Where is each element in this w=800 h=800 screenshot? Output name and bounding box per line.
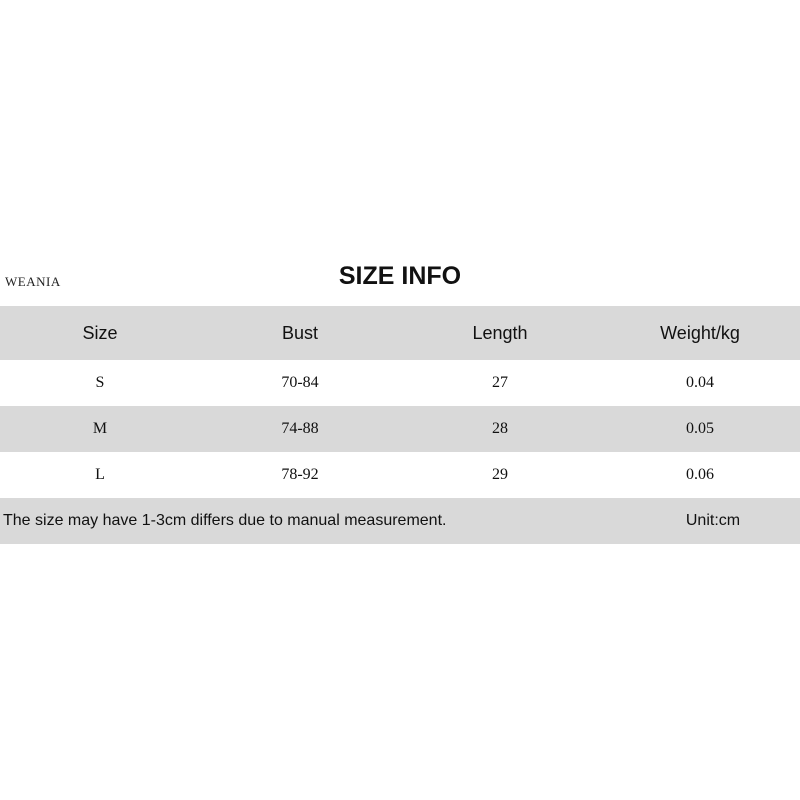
- cell-bust: 74-88: [281, 420, 319, 437]
- cell-weight: 0.06: [686, 466, 714, 483]
- unit-label: Unit:cm: [685, 512, 741, 529]
- cell-weight: 0.05: [686, 420, 714, 437]
- cell-size: L: [95, 466, 105, 483]
- cell-size: M: [92, 420, 108, 437]
- cell-bust: 78-92: [281, 466, 319, 483]
- cell-size: S: [95, 374, 105, 391]
- brand-logo-text: WEANIA: [5, 274, 61, 289]
- measurement-note: The size may have 1-3cm differs due to manual measurement.: [3, 512, 447, 529]
- header-weight: Weight/kg: [660, 322, 740, 343]
- cell-length: 28: [492, 420, 508, 437]
- page-title: SIZE INFO: [338, 262, 462, 290]
- header-length: Length: [472, 322, 528, 343]
- size-table: [0, 306, 800, 544]
- table-row: [0, 360, 800, 406]
- cell-bust: 70-84: [281, 374, 319, 391]
- cell-length: 29: [492, 466, 508, 483]
- table-row: [0, 406, 800, 452]
- header-size: Size: [82, 322, 118, 343]
- table-row: [0, 452, 800, 498]
- table-header-row: [0, 306, 800, 360]
- cell-weight: 0.04: [686, 374, 714, 391]
- table-footer: [0, 498, 800, 544]
- header-bust: Bust: [281, 322, 319, 343]
- cell-length: 27: [492, 374, 508, 391]
